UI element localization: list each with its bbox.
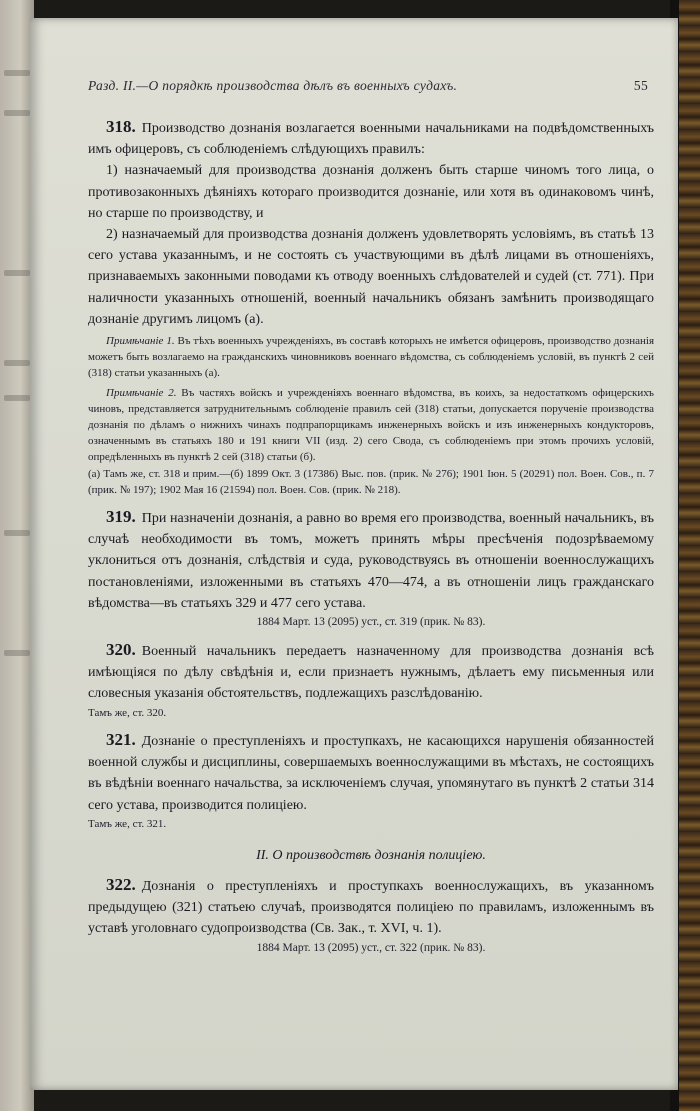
text-fragment [4,360,30,366]
page-number: 55 [633,78,648,93]
footnote [88,333,654,382]
article-clause: 2) назначаемый для производства дознанія долженъ удовлетворять условіямъ, въ статьѣ 13 сего устава указаннымъ, и не состоять съ участвующими въ дѣлѣ лицами въ отношеніяхъ, признаваемыхъ законными поводами къ отводу военныхъ слѣдователей и судей (ст. 771). При наличности указанныхъ отношеній, военный начальникъ обязанъ замѣнить производящаго дознаніе другимъ лицомъ (а). [88,227,654,327]
article-322 [88,874,654,940]
source-reference: Тамъ же, ст. 321. [88,817,167,830]
article-text: Дознаніе о преступленіяхъ и проступкахъ, не касающихся нарушенія обязанностей военной службы и дисциплины, совершаемыхъ военнослужащими въ мѣстахъ, не состоящихъ въ вѣдѣніи военнаго начальства, за исключеніемъ случая, упомянутаго въ пунктѣ 2 статьи 314 сего устава, производится полиціею. [88,733,654,813]
article-number: 319. [106,507,136,527]
article-318 [88,116,654,330]
source-reference: 1884 Март. 13 (2095) уст., ст. 322 (прик. № 83). [256,941,486,954]
text-fragment [4,530,30,536]
book-page [30,18,678,1090]
text-fragment [4,395,30,401]
running-title: Разд. II.—О порядкѣ производства дѣлъ въ военныхъ судахъ. [88,78,458,93]
note-label: Примѣчаніе 2. [106,386,177,399]
note-text: Въ частяхъ войскъ и учрежденіяхъ военнаго вѣдомства, въ коихъ, за недостаткомъ офицерскихъ чиновъ, представляется затруднительнымъ соблюденіе правилъ сей (318) статьи, допускается порученіе производства дознанія по дѣламъ о нижнихъ чинахъ подпрапорщикамъ инженерныхъ войскъ и изъ инженерныхъ кондукторовъ, означеннымъ въ статьяхъ 180 и 191 книги VII (изд. 2) сего Свода, съ соблюденіемъ при этомъ прочихъ условій, опредѣленныхъ въ пунктѣ 2 сей (318) статьи (б). [88,386,654,464]
footnote [88,385,654,466]
article-text: Производство дознанія возлагается военными начальниками на подвѣдомственныхъ имъ офицеровъ, съ соблюденіемъ слѣдующихъ правилъ: [88,121,654,158]
article-320 [88,639,654,705]
adjacent-page-edge [0,0,34,1111]
article-number: 321. [106,729,136,749]
section-heading: II. О производствѣ дознанія полиціею. [256,847,486,863]
article-319 [88,506,654,614]
source-reference: Тамъ же, ст. 320. [88,706,167,719]
article-text: При назначеніи дознанія, а равно во время его производства, военный начальникъ, въ случаѣ необходимости въ томъ, можетъ принять мѣры пресѣченія подозрѣваемому уклониться отъ дознанія, слѣдствія и суда, руководствуясь въ отношеніи военнослужащихъ постановленіями, изложенными въ статьяхъ 470—474, а въ отношеніи лицъ гражданскаго вѣдомства—въ статьяхъ 329 и 477 сего устава. [88,511,654,611]
source-reference: 1884 Март. 13 (2095) уст., ст. 319 (прик. № 83). [256,616,486,629]
running-head [88,78,648,94]
article-number: 318. [106,117,136,136]
article-number: 320. [106,640,136,660]
source-reference: (а) Тамъ же, ст. 318 и прим.—(б) 1899 Окт. 3 (17386) Выс. пов. (прик. № 276); 1901 Іюн. 5 (20291) пол. Воен. Сов., п. 7 (прик. № 197); 1902 Мая 16 (21594) пол. Воен. Сов. (прик. № 218). [88,467,654,496]
text-fragment [4,650,30,656]
text-fragment [4,110,30,116]
note-text: Въ тѣхъ военныхъ учрежденіяхъ, въ составѣ которыхъ не имѣется офицеровъ, производство дознанія можетъ быть возлагаемо на гражданскихъ чиновниковъ военнаго вѣдомства, съ соблюденіемъ условій, въ пунктѣ 2 сей (318) статьи указанныхъ (а). [88,335,655,380]
article-321 [88,729,654,816]
text-fragment [4,270,30,276]
article-text: Военный начальникъ передаетъ назначенному для производства дознанія всѣ имѣющіяся по дѣлу свѣдѣнія и, если признаетъ нужнымъ, дѣлаетъ ему письменныя или словесныя указанія обстоятельствъ, подлежащихъ разслѣдованію. [88,644,654,702]
article-text: Дознанія о преступленіяхъ и проступкахъ военнослужащихъ, въ указанномъ предыдущею (321) статьею случаѣ, производятся полиціею по правиламъ, изложеннымъ въ уставѣ уголовнаго судопроизводства (Св. Зак., т. XVI, ч. 1). [88,878,654,937]
text-fragment [4,70,30,76]
article-number: 322. [106,874,136,894]
article-clause: 1) назначаемый для производства дознанія долженъ быть старше чиномъ того лица, о противозаконныхъ дѣяніяхъ котораго производится дознаніе, или хотя въ одинаковомъ чинѣ, но старше по производству, и [88,163,654,221]
page-body [88,116,654,957]
note-label: Примѣчаніе 1. [106,335,175,348]
